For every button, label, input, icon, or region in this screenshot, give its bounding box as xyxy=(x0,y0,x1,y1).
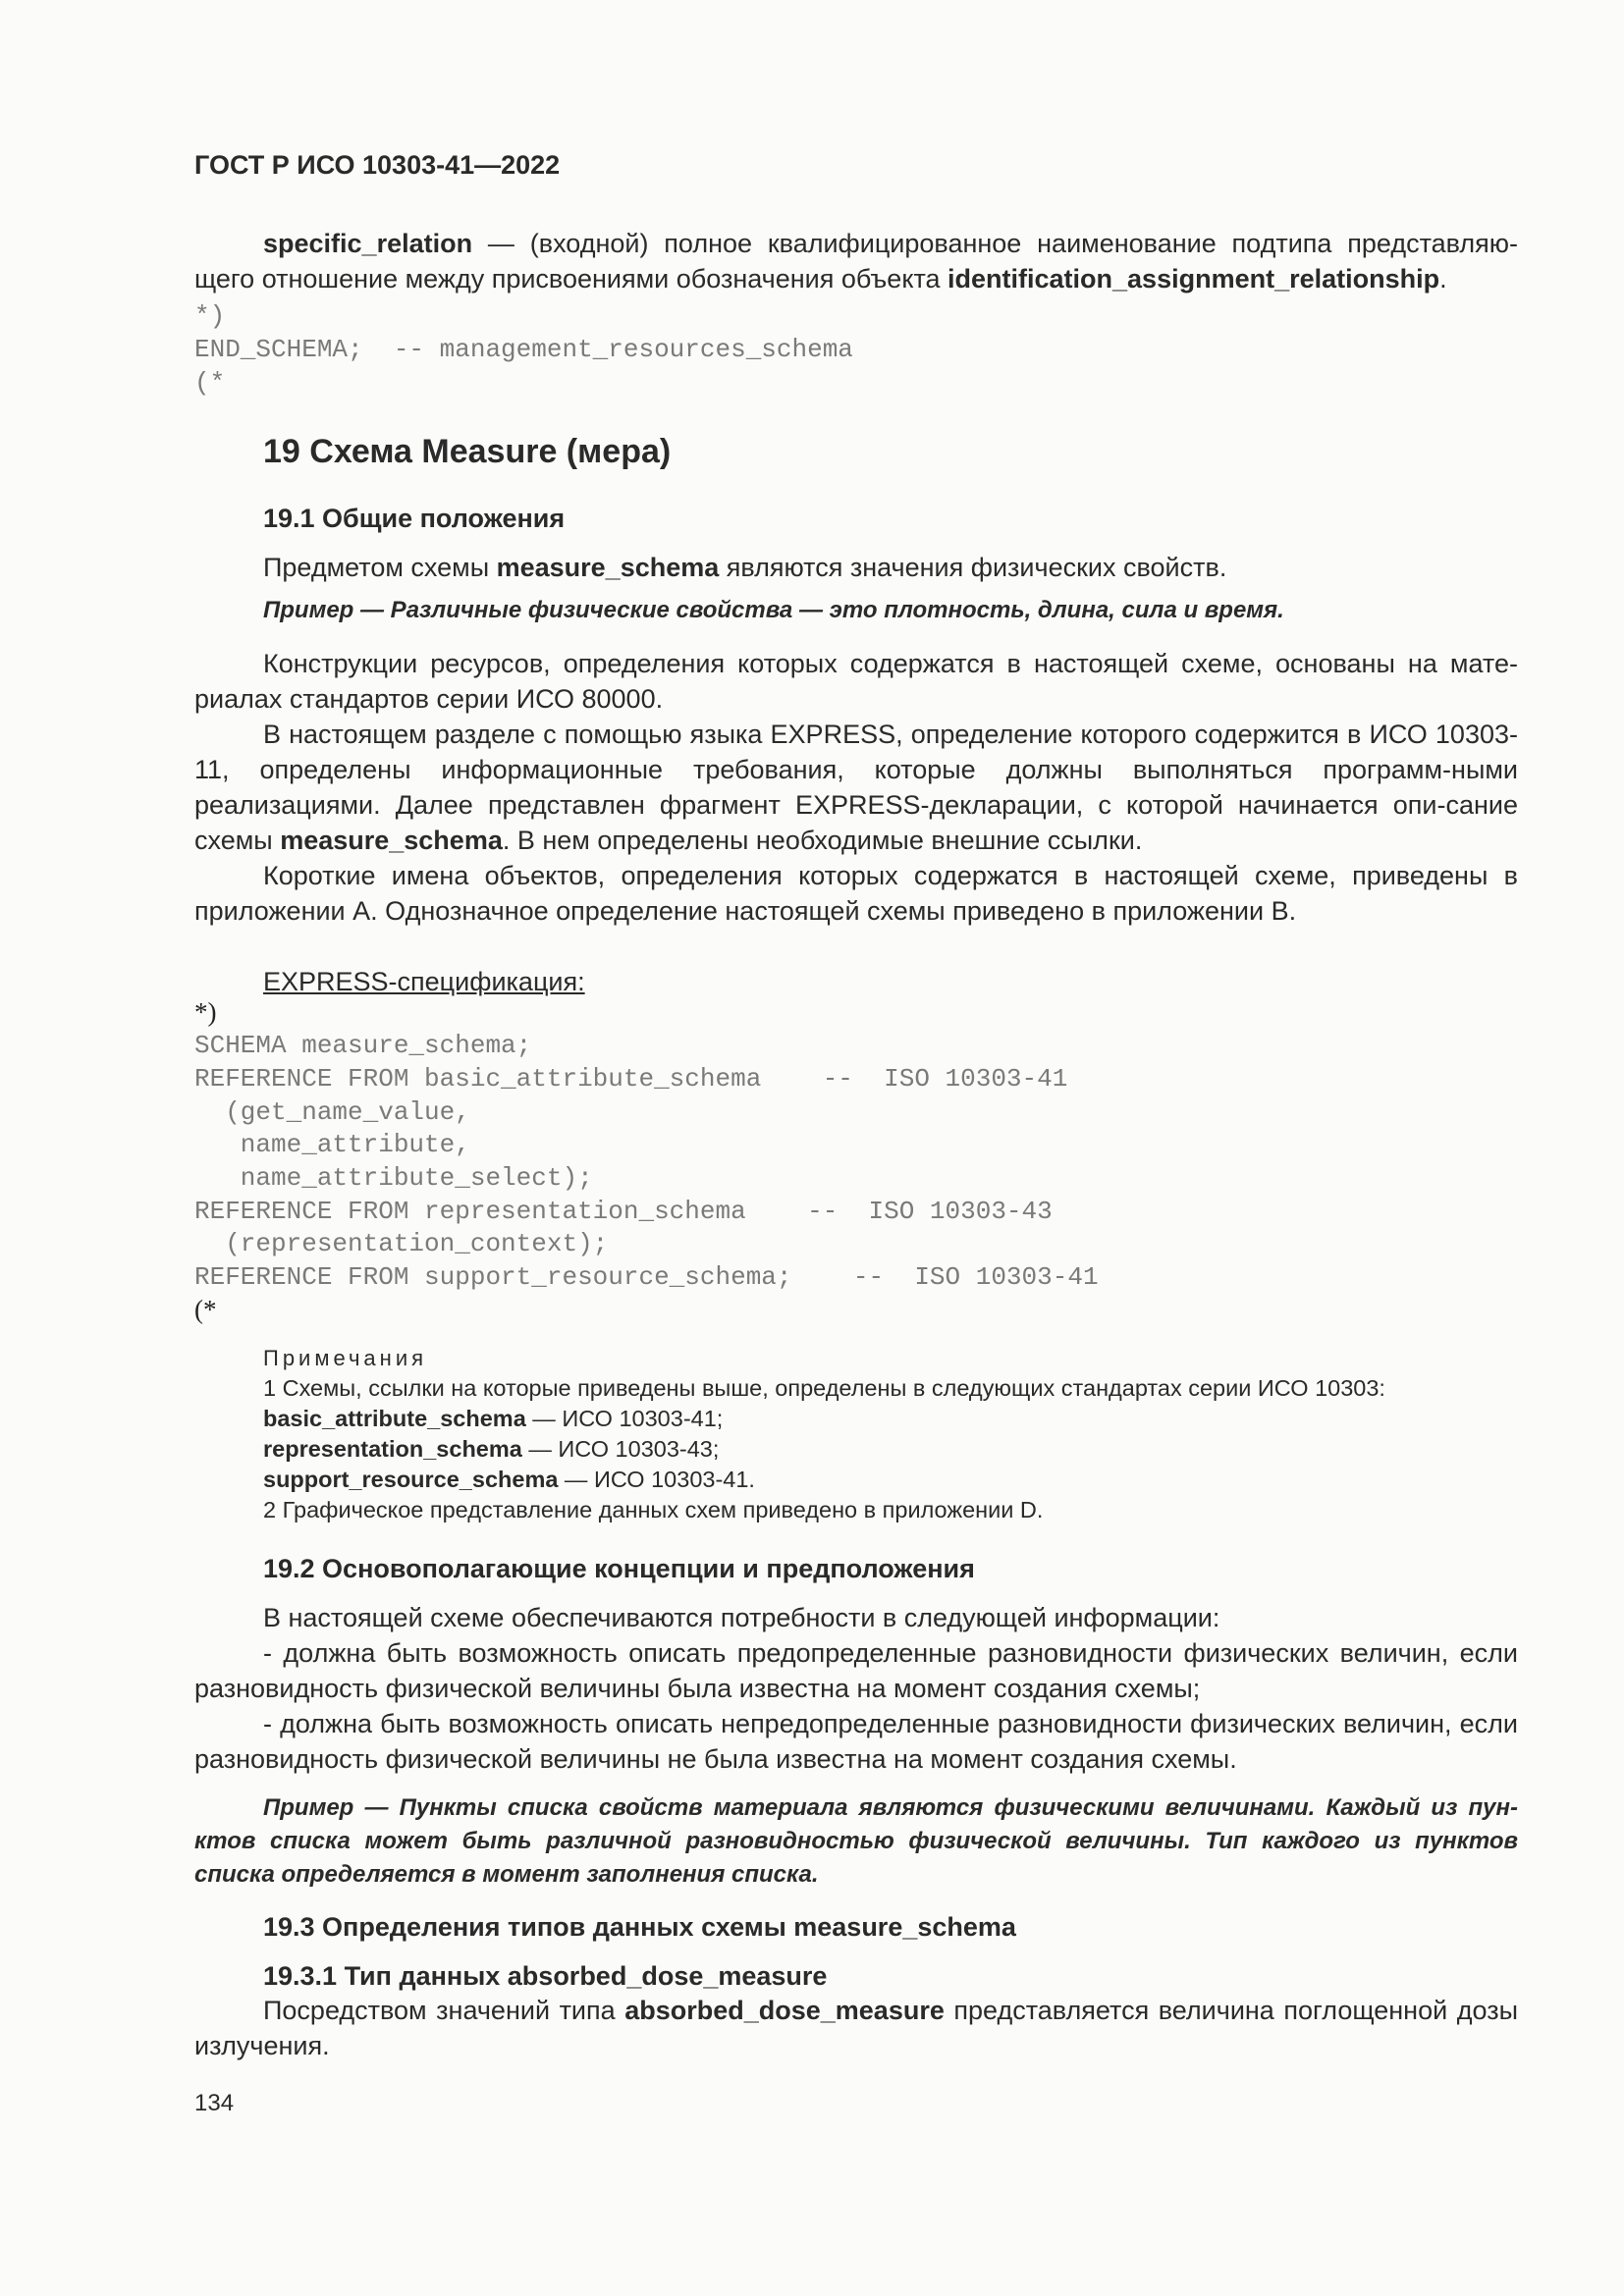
section-19-3-heading: 19.3 Определения типов данных схемы measure_schema xyxy=(263,1912,1016,1942)
term-specific-relation: specific_relation xyxy=(263,229,473,258)
paragraph: В настоящей схеме обеспечиваются потребности в следующей информации: xyxy=(263,1603,1220,1632)
intro-text: — (входной) полное квалифицированное наименование подтипа представляю-щего отношение между присвоениями обозначения объекта xyxy=(194,229,1518,294)
section-19-heading: 19 Схема Measure (мера) xyxy=(263,433,672,470)
term-absorbed-dose-measure: absorbed_dose_measure xyxy=(624,1996,945,2025)
code-line: REFERENCE FROM representation_schema -- ISO 10303-43 xyxy=(194,1197,1053,1226)
paragraph xyxy=(194,550,1518,585)
code-line: END_SCHEMA; -- management_resources_schema xyxy=(194,335,853,364)
section-19-1-heading: 19.1 Общие положения xyxy=(263,504,566,533)
code-line: *) xyxy=(194,301,226,331)
notes-block xyxy=(263,1343,1518,1525)
term-measure-schema: measure_schema xyxy=(280,826,503,855)
text: — ИСО 10303-41; xyxy=(525,1406,724,1431)
code-line: (* xyxy=(194,368,226,398)
express-spec-label: EXPRESS-спецификация: xyxy=(263,967,585,996)
code-line: REFERENCE FROM support_resource_schema; -- ISO 10303-41 xyxy=(194,1262,1099,1292)
intro-paragraph xyxy=(194,226,1518,296)
text: представляется величина поглощенной дозы излучения. xyxy=(194,1996,1518,2060)
text: В настоящем разделе с помощью языка EXPRESS, определение которого содержится в ИСО 10303-11, определены информационные требования, которые должны выполняться программ-ными реализациями. Далее представлен фрагмент EXPRESS-декларации, с которой начинается опи-сание схемы xyxy=(194,720,1518,855)
list-item: - должна быть возможность описать предопределенные разновидности физических величин, если разновидность физической величины была известна на момент создания схемы; xyxy=(194,1638,1518,1703)
paragraph: Короткие имена объектов, определения которых содержатся в настоящей схеме, приведены в приложении А. Однозначное определение настоящей схемы приведено в приложении В. xyxy=(194,861,1518,926)
term: representation_schema xyxy=(263,1436,522,1462)
paragraph: Конструкции ресурсов, определения которых содержатся в настоящей схеме, основаны на мате-риалах стандартов серии ИСО 80000. xyxy=(194,649,1518,714)
term-identification-assignment-relationship: identification_assignment_relationship xyxy=(947,264,1440,294)
document-page xyxy=(194,0,1518,2296)
code-line: name_attribute_select); xyxy=(194,1163,593,1193)
code-open: *) xyxy=(194,997,217,1027)
text: . В нем определены необходимые внешние ссылки. xyxy=(502,826,1143,855)
list-item: - должна быть возможность описать непредопределенные разновидности физических величин, если разновидность физической величины не была известна на момент создания схемы. xyxy=(194,1709,1518,1774)
document-header: ГОСТ Р ИСО 10303-41—2022 xyxy=(194,150,561,180)
text: являются значения физических свойств. xyxy=(719,553,1227,582)
term: support_resource_schema xyxy=(263,1467,559,1492)
note-2: 2 Графическое представление данных схем приведено в приложении D. xyxy=(263,1497,1044,1522)
note-1: 1 Схемы, ссылки на которые приведены выше, определены в следующих стандартах серии ИСО 10303: xyxy=(263,1375,1385,1401)
code-line: REFERENCE FROM basic_attribute_schema -- ISO 10303-41 xyxy=(194,1064,1068,1094)
code-close: (* xyxy=(194,1295,217,1324)
note-reference xyxy=(263,1465,1518,1495)
section-19-3-1-heading: 19.3.1 Тип данных absorbed_dose_measure xyxy=(263,1961,828,1991)
note-reference xyxy=(263,1434,1518,1465)
term-measure-schema: measure_schema xyxy=(496,553,720,582)
example-note: Пример — Различные физические свойства — это плотность, длина, сила и время. xyxy=(263,597,1284,623)
text: Посредством значений типа xyxy=(263,1996,625,2025)
term: basic_attribute_schema xyxy=(263,1406,526,1431)
note-reference xyxy=(263,1404,1518,1434)
text: — ИСО 10303-41. xyxy=(558,1467,755,1492)
paragraph xyxy=(194,717,1518,858)
code-line: (get_name_value, xyxy=(194,1097,470,1127)
section-19-2-heading: 19.2 Основополагающие концепции и предположения xyxy=(263,1554,975,1583)
code-line: SCHEMA measure_schema; xyxy=(194,1031,532,1060)
page-number: 134 xyxy=(194,2090,235,2116)
paragraph xyxy=(194,1993,1518,2063)
code-line: (representation_context); xyxy=(194,1229,609,1258)
notes-title: Примечания xyxy=(263,1346,428,1370)
text: Предметом схемы xyxy=(263,553,497,582)
code-line: name_attribute, xyxy=(194,1130,470,1159)
text: — ИСО 10303-43; xyxy=(521,1436,720,1462)
example-note: Пример — Пункты списка свойств материала являются физическими величинами. Каждый из пун-ктов списка может быть различной разновидностью физической величины. Тип каждого из пунктов списка определяется в момент заполнения списка. xyxy=(194,1794,1518,1888)
intro-text-end: . xyxy=(1439,264,1447,294)
